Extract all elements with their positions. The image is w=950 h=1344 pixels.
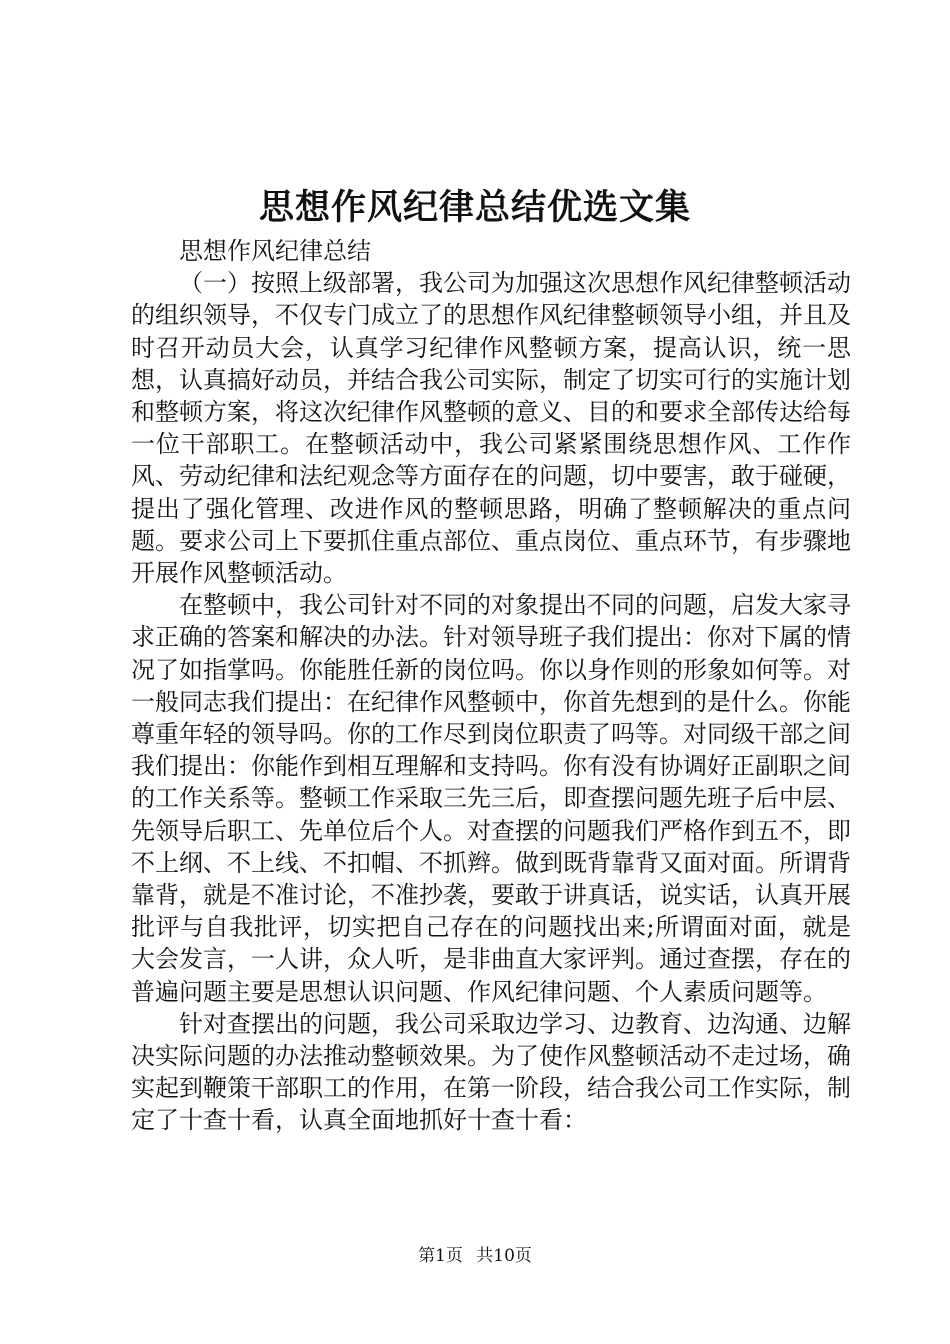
- paragraph: 在整顿中，我公司针对不同的对象提出不同的问题，启发大家寻求正确的答案和解决的办法。针对领导班子我们提出：你对下属的情况了如指掌吗。你能胜任新的岗位吗。你以身作则的形象如何等。对一般同志我们提出：在纪律作风整顿中，你首先想到的是什么。你能尊重年轻的领导吗。你的工作尽到岗位职责了吗等。对同级干部之间我们提出：你能作到相互理解和支持吗。你有没有协调好正副职之间的工作关系等。整顿工作采取三先三后，即查摆问题先班子后中层、先领导后职工、先单位后个人。对查摆的问题我们严格作到五不，即不上纲、不上线、不扣帽、不抓辫。做到既背靠背又面对面。所谓背靠背，就是不准讨论，不准抄袭，要敢于讲真话，说实话，认真开展批评与自我批评，切实把自己存在的问题找出来;所谓面对面，就是大会发言，一人讲，众人听，是非曲直大家评判。通过查摆，存在的普遍问题主要是思想认识问题、作风纪律问题、个人素质问题等。: [131, 591, 851, 1006]
- page-total: 共10页: [476, 1246, 532, 1266]
- document-body: [131, 235, 851, 1137]
- subtitle-paragraph: 思想作风纪律总结: [179, 237, 371, 265]
- paragraph: （一）按照上级部署，我公司为加强这次思想作风纪律整顿活动的组织领导，不仅专门成立了的思想作风纪律整顿领导小组，并且及时召开动员大会，认真学习纪律作风整顿方案，提高认识，统一思想，认真搞好动员，并结合我公司实际，制定了切实可行的实施计划和整顿方案，将这次纪律作风整顿的意义、目的和要求全部传达给每一位干部职工。在整顿活动中，我公司紧紧围绕思想作风、工作作风、劳动纪律和法纪观念等方面存在的问题，切中要害，敢于碰硬，提出了强化管理、改进作风的整顿思路，明确了整顿解决的重点问题。要求公司上下要抓住重点部位、重点岗位、重点环节，有步骤地开展作风整顿活动。: [131, 269, 851, 588]
- page-footer: [0, 1243, 950, 1269]
- paragraph: 针对查摆出的问题，我公司采取边学习、边教育、边沟通、边解决实际问题的办法推动整顿效果。为了使作风整顿活动不走过场，确实起到鞭策干部职工的作用，在第一阶段，结合我公司工作实际，制定了十查十看，认真全面地抓好十查十看：: [131, 1009, 851, 1135]
- document-title: 思想作风纪律总结优选文集: [258, 187, 691, 228]
- page-number: 第1页: [418, 1246, 463, 1266]
